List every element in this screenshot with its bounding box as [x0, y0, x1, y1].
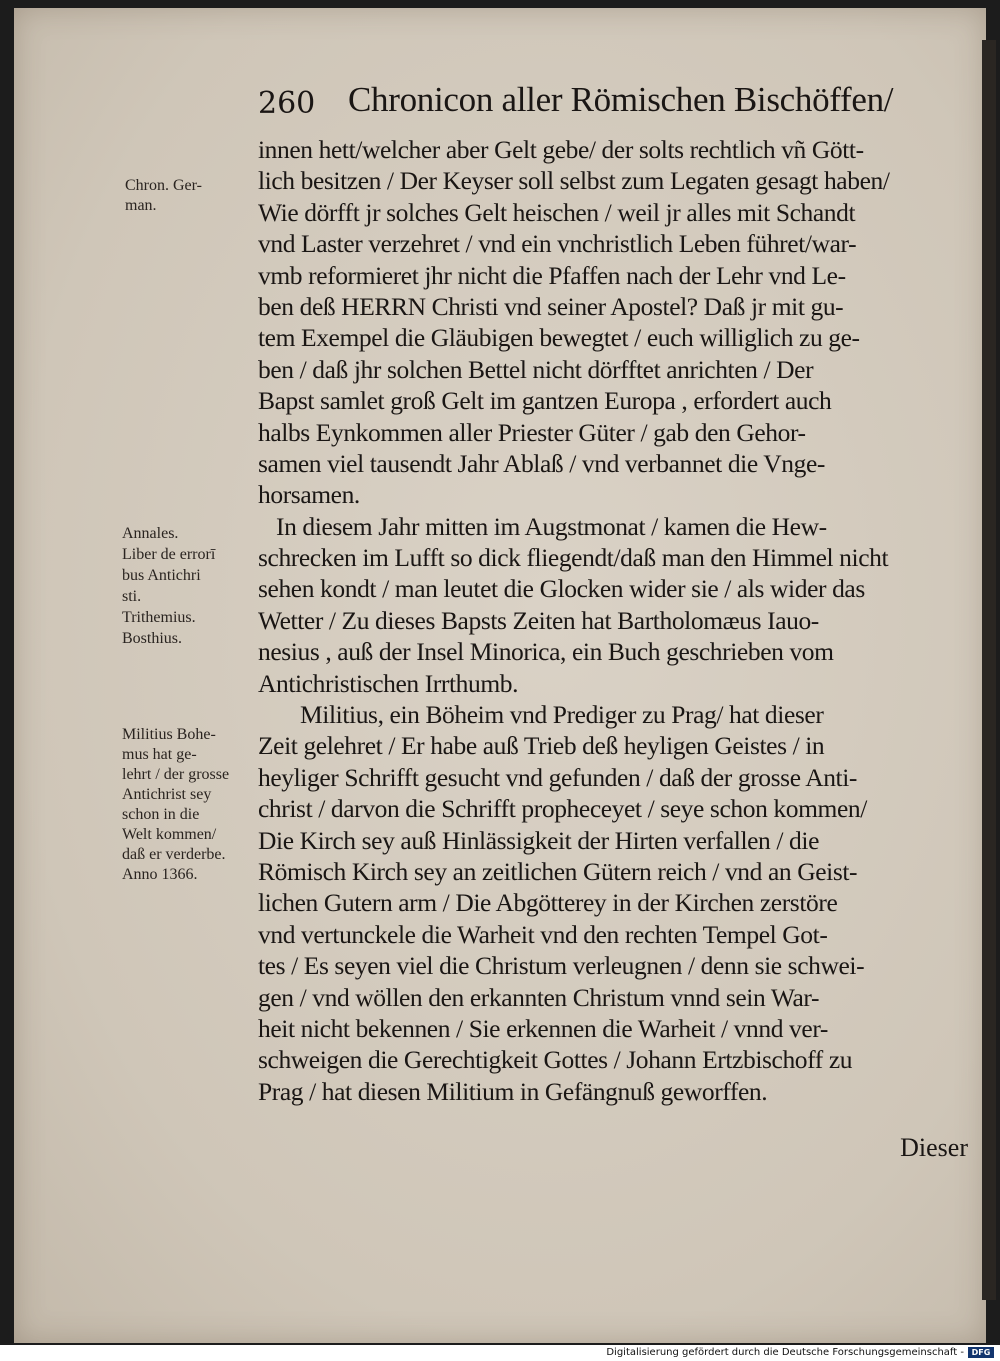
book-edge — [982, 40, 996, 1300]
text-line: Wie dörfft jr solches Gelt heischen / weil jr alles mit Schandt — [258, 197, 856, 227]
marginal-note — [125, 176, 202, 216]
page-header — [258, 80, 958, 128]
text-line: lich besitzen / Der Keyser soll selbst zum Legaten gesagt haben/ — [258, 166, 890, 196]
marginal-note-line: bus Antichri — [122, 567, 201, 584]
text-line: vnd vertunckele die Warheit vnd den rechten Tempel Got- — [258, 919, 828, 949]
text-line: tes / Es seyen viel die Christum verleugnen / denn sie schwei- — [258, 951, 865, 981]
main-text-block — [258, 134, 970, 1107]
text-line: schrecken im Lufft so dick fliegendt/daß man den Himmel nicht — [258, 543, 889, 573]
marginal-note-line: man. — [125, 197, 157, 214]
text-line: Antichristischen Irrthumb. — [258, 668, 519, 698]
marginal-note-line: Militius Bohe- — [122, 726, 216, 743]
marginal-note-line: daß er verderbe. — [122, 846, 226, 863]
text-line: Römisch Kirch sey an zeitlichen Gütern reich / vnd an Geist- — [258, 856, 858, 886]
marginal-note-line: Anno 1366. — [122, 866, 198, 883]
text-line: In diesem Jahr mitten im Augstmonat / kamen die Hew- — [276, 511, 827, 541]
funding-credit: Digitalisierung gefördert durch die Deutsche Forschungsgemeinschaft - — [606, 1347, 964, 1358]
footer-bar — [0, 1345, 1000, 1361]
text-line: lichen Gutern arm / Die Abgötterey in der Kirchen zerstöre — [258, 888, 838, 918]
marginal-note-line: Bosthius. — [122, 630, 183, 647]
marginal-note-line: sti. — [122, 588, 142, 605]
marginal-note-line: Liber de errorī — [122, 546, 216, 563]
marginal-note-line: mus hat ge- — [122, 746, 197, 763]
text-line: heyliger Schrifft gesucht vnd gefunden / daß der grosse Anti- — [258, 762, 858, 792]
text-line: christ / darvon die Schrifft propheceyet / seye schon kommen/ — [258, 794, 867, 824]
marginal-note-line: Welt kommen/ — [122, 826, 217, 843]
text-line: vmb reformieret jhr nicht die Pfaffen nach der Lehr vnd Le- — [258, 260, 846, 290]
text-line: horsamen. — [258, 480, 360, 510]
marginal-note-line: Trithemius. — [122, 609, 196, 626]
text-line: halbs Eynkommen aller Priester Güter / gab den Gehor- — [258, 417, 806, 447]
marginal-note — [122, 523, 215, 649]
text-line: gen / vnd wöllen den erkannten Christum vnnd sein War- — [258, 982, 820, 1012]
text-line: Prag / hat diesen Militium in Gefängnuß geworffen. — [258, 1076, 768, 1106]
catchword: Dieser — [900, 1133, 968, 1162]
text-line: Zeit gelehret / Er habe auß Trieb deß heyligen Geistes / in — [258, 731, 825, 761]
text-line: schweigen die Gerechtigkeit Gottes / Johann Ertzbischoff zu — [258, 1045, 853, 1075]
page-number: 260 — [258, 86, 316, 121]
text-line: sehen kondt / man leutet die Glocken wider sie / als wider das — [258, 574, 865, 604]
running-title: Chronicon aller Römischen Bischöffen/ — [348, 80, 894, 119]
text-line: ben deß HERRN Christi vnd seiner Apostel? Daß jr mit gu- — [258, 291, 844, 321]
text-line: Bapst samlet groß Gelt im gantzen Europa , erfordert auch — [258, 386, 832, 416]
text-line: heit nicht bekennen / Sie erkennen die Warheit / vnnd ver- — [258, 1013, 828, 1043]
text-line: tem Exempel die Gläubigen bewegtet / euch williglich zu ge- — [258, 323, 860, 353]
text-line: Wetter / Zu dieses Bapsts Zeiten hat Bartholomæus Iauo- — [258, 605, 819, 635]
dfg-logo-icon: DFG — [968, 1347, 994, 1358]
marginal-note-line: schon in die — [122, 806, 200, 823]
text-line: samen viel tausendt Jahr Ablaß / vnd verbannet die Vnge- — [258, 448, 826, 478]
marginal-note-line: Antichrist sey — [122, 786, 212, 803]
text-line: nesius , auß der Insel Minorica, ein Buch geschrieben vom — [258, 637, 834, 667]
text-line: ben / daß jhr solchen Bettel nicht dörfftet anrichten / Der — [258, 354, 814, 384]
text-line: vnd Laster verzehret / vnd ein vnchristlich Leben führet/war- — [258, 229, 857, 259]
text-line: Die Kirch sey auß Hinlässigkeit der Hirten verfallen / die — [258, 825, 819, 855]
text-line: Militius, ein Böheim vnd Prediger zu Prag/ hat dieser — [300, 700, 824, 730]
marginal-note — [122, 725, 229, 885]
marginal-note-line: lehrt / der grosse — [122, 766, 230, 783]
text-line: innen hett/welcher aber Gelt gebe/ der solts rechtlich vñ Gött- — [258, 135, 864, 164]
marginal-note-line: Chron. Ger- — [125, 177, 202, 194]
marginal-note-line: Annales. — [122, 525, 179, 542]
